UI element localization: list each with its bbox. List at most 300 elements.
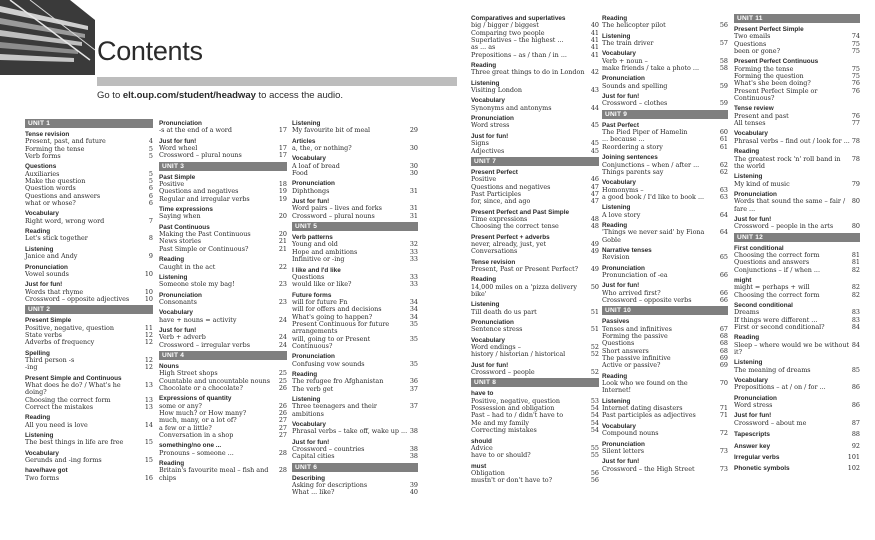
contents-entry[interactable] xyxy=(159,213,287,220)
contents-entry[interactable] xyxy=(602,100,728,107)
entry-title: Forming the question xyxy=(734,72,804,81)
section-heading: Just for fun! xyxy=(734,412,772,420)
contents-entry[interactable] xyxy=(471,198,599,205)
contents-column-3 xyxy=(292,117,418,497)
unit-header: UNIT 3 xyxy=(159,162,287,171)
contents-entry[interactable] xyxy=(292,281,418,288)
contents-entry[interactable] xyxy=(734,267,860,274)
entry-title: make friends / take a photo ... xyxy=(602,64,700,73)
contents-entry[interactable] xyxy=(602,466,728,473)
contents-entry[interactable] xyxy=(159,432,287,439)
contents-entry[interactable] xyxy=(734,324,860,331)
entry-title: Present, past, and future xyxy=(25,137,106,146)
contents-entry[interactable] xyxy=(734,342,860,357)
entry-title: Word stress xyxy=(734,401,773,410)
entry-title: much, many, or a lot of? xyxy=(159,416,237,425)
contents-entry[interactable] xyxy=(471,122,599,129)
contents-entry[interactable] xyxy=(292,127,418,134)
page-number: 65 xyxy=(719,253,728,262)
entry-title: Auxiliaries xyxy=(25,169,60,178)
entry-title: News stories xyxy=(159,237,202,246)
page-number: 75 xyxy=(851,72,860,81)
page-number: 13 xyxy=(144,403,153,411)
contents-entry[interactable] xyxy=(471,452,599,459)
contents-entry[interactable] xyxy=(159,385,287,392)
entry-title: Homonyms – xyxy=(602,185,644,194)
contents-entry[interactable] xyxy=(734,138,860,145)
contents-entry[interactable] xyxy=(25,382,153,397)
contents-entry[interactable] xyxy=(25,364,153,371)
section-heading: Tense revision xyxy=(25,131,70,138)
page-number: 92 xyxy=(851,441,860,450)
page-number: 42 xyxy=(590,68,599,77)
entry-title: What ... like? xyxy=(292,488,335,497)
contents-entry[interactable] xyxy=(25,218,153,225)
page-number: 66 xyxy=(719,270,728,279)
page-number: 4 xyxy=(148,137,153,146)
entry-title: Sentence stress xyxy=(471,325,523,334)
entry-title: Advice xyxy=(471,443,493,452)
section-heading: Present Simple and Continuous xyxy=(25,374,122,382)
contents-entry[interactable] xyxy=(292,361,418,368)
entry-title: The Pied Piper of Hamelin xyxy=(602,128,688,137)
entry-title: Crossword – plural nouns xyxy=(292,211,375,220)
contents-entry[interactable] xyxy=(602,412,728,419)
entry-title: Forming the tense xyxy=(25,144,85,153)
contents-entry[interactable] xyxy=(159,264,287,271)
page-number: 26 xyxy=(278,409,287,417)
entry-title: Revision xyxy=(602,253,630,262)
contents-entry[interactable] xyxy=(602,40,728,47)
section-heading: Pronunciation xyxy=(292,180,335,188)
entry-title: Countable and uncountable nouns xyxy=(159,376,271,385)
section-heading: Nouns xyxy=(159,362,179,370)
page-number: 83 xyxy=(851,308,860,317)
contents-entry[interactable] xyxy=(159,299,287,306)
section-heading: Vocabulary xyxy=(602,422,636,430)
contents-entry[interactable] xyxy=(292,428,418,435)
page-number: 19 xyxy=(278,194,287,203)
unit-header: UNIT 11 xyxy=(734,14,860,23)
page-number: 73 xyxy=(719,464,728,473)
contents-entry[interactable] xyxy=(734,402,860,409)
section-heading: Listening xyxy=(292,120,321,127)
section-heading: Pronunciation xyxy=(602,440,645,448)
entry-title: A love story xyxy=(602,210,641,219)
page-number: 69 xyxy=(719,354,728,363)
section-heading: Listening xyxy=(292,396,321,403)
contents-column-1 xyxy=(25,117,153,482)
page-number: 56 xyxy=(590,476,599,485)
page-number: 26 xyxy=(278,383,287,392)
entry-title: Two forms xyxy=(25,473,59,482)
contents-entry[interactable] xyxy=(159,152,287,159)
contents-entry[interactable] xyxy=(471,266,599,273)
entry-title: The verb get xyxy=(292,384,334,393)
contents-entry[interactable] xyxy=(292,163,418,170)
staircase-photo xyxy=(0,0,95,75)
page-number: 76 xyxy=(851,79,860,88)
page-number: 52 xyxy=(590,343,599,352)
contents-column-6 xyxy=(734,12,860,473)
contents-entry[interactable] xyxy=(292,453,418,460)
contents-entry[interactable] xyxy=(25,422,153,429)
page-number: 17 xyxy=(278,144,287,153)
page-number: 28 xyxy=(278,466,287,475)
section-heading: Listening xyxy=(602,204,631,212)
page-number: 5 xyxy=(148,169,153,178)
entry-title: Choosing the correct form xyxy=(25,395,111,404)
page-number: 68 xyxy=(719,332,728,341)
page-number: 32 xyxy=(409,240,418,249)
contents-column-2 xyxy=(159,117,287,482)
page-number: 56 xyxy=(590,468,599,477)
section-heading: Pronunciation xyxy=(292,353,335,361)
contents-entry[interactable] xyxy=(602,448,728,455)
contents-entry[interactable] xyxy=(602,65,728,72)
page-number: 60 xyxy=(719,128,728,137)
entry-title: Phrasal verbs – find out / look for ... xyxy=(734,136,850,145)
contents-entry[interactable] xyxy=(602,144,728,151)
page-number: 27 xyxy=(278,423,287,432)
page-number: 23 xyxy=(278,280,287,289)
page-number: 59 xyxy=(719,81,728,90)
page-number: 12 xyxy=(144,363,153,372)
section-heading: Present Simple xyxy=(25,317,72,325)
contents-entry[interactable] xyxy=(602,272,728,279)
entry-title: Crossword – plural nouns xyxy=(159,151,242,160)
entry-title: Correct the mistakes xyxy=(25,403,94,411)
contents-entry[interactable] xyxy=(734,223,860,230)
entry-title: Caught in the act xyxy=(159,262,216,271)
appendix-title: Phonetic symbols xyxy=(734,465,790,473)
entry-title: Verb forms xyxy=(25,152,61,161)
page-number: 45 xyxy=(590,146,599,155)
contents-entry[interactable] xyxy=(292,321,418,336)
contents-entry[interactable] xyxy=(292,213,418,220)
page-number: 61 xyxy=(719,142,728,151)
contents-entry[interactable] xyxy=(734,367,860,374)
page-number: 82 xyxy=(851,283,860,292)
contents-entry[interactable] xyxy=(602,212,728,219)
entry-title: Forming the tense xyxy=(734,64,794,73)
page-number: 31 xyxy=(409,186,418,195)
appendix-entry xyxy=(734,443,860,450)
page-number: 64 xyxy=(719,228,728,237)
entry-title: Sleep – where would we be without it? xyxy=(734,340,850,357)
contents-entry[interactable] xyxy=(734,198,860,213)
page-number: 82 xyxy=(851,265,860,274)
contents-entry[interactable] xyxy=(292,145,418,152)
page-number: 74 xyxy=(851,32,860,41)
entry-title: State verbs xyxy=(25,330,62,339)
entry-title: Tenses and infinitives xyxy=(602,324,672,333)
page-number: 76 xyxy=(851,111,860,120)
page-number: 5 xyxy=(148,152,153,161)
page-title: Contents xyxy=(97,36,203,66)
contents-entry[interactable] xyxy=(602,229,728,244)
contents-entry[interactable] xyxy=(471,248,599,255)
entry-title: Positive xyxy=(471,175,497,184)
contents-entry[interactable] xyxy=(292,336,418,351)
page-number: 54 xyxy=(590,404,599,413)
contents-entry[interactable] xyxy=(734,384,860,391)
section-heading: Just for fun! xyxy=(602,458,640,466)
contents-entry[interactable] xyxy=(602,194,728,201)
section-heading: Reading xyxy=(159,256,185,264)
page-number: 20 xyxy=(278,230,287,239)
contents-entry[interactable] xyxy=(25,457,153,464)
section-heading: Spelling xyxy=(25,349,50,357)
contents-entry[interactable] xyxy=(471,369,599,376)
contents-entry[interactable] xyxy=(25,357,153,364)
entry-title: Questions xyxy=(734,39,767,48)
contents-entry[interactable] xyxy=(25,439,153,446)
page-number: 71 xyxy=(719,404,728,413)
entry-title: a good book / I'd like to book ... xyxy=(602,192,705,201)
page-number: 79 xyxy=(851,179,860,188)
page-number: 34 xyxy=(409,297,418,306)
contents-entry[interactable] xyxy=(471,477,599,484)
contents-entry[interactable] xyxy=(602,83,728,90)
entry-title: a, the, or nothing? xyxy=(292,144,352,153)
page-number: 21 xyxy=(278,237,287,246)
contents-entry[interactable] xyxy=(471,69,599,76)
entry-title: Choosing the correct form xyxy=(734,250,820,259)
entry-title: Internet dating disasters xyxy=(602,404,683,413)
contents-entry[interactable] xyxy=(159,467,287,482)
entry-title: What does he do? / What's he doing? xyxy=(25,380,121,397)
contents-entry[interactable] xyxy=(292,403,418,418)
entry-title: -ing xyxy=(25,363,38,372)
page-number: 36 xyxy=(409,377,418,386)
page-number: 7 xyxy=(148,216,153,225)
contents-entry[interactable] xyxy=(159,450,287,457)
entry-title: Till death do us part xyxy=(471,307,537,316)
contents-entry[interactable] xyxy=(471,427,599,434)
contents-entry[interactable] xyxy=(471,326,599,333)
entry-title: What's going to happen? xyxy=(292,312,373,321)
entry-title: Present Perfect Simple or Continuous? xyxy=(734,86,818,103)
page-number: 38 xyxy=(409,445,418,454)
section-heading: Just for fun! xyxy=(25,281,63,289)
contents-entry[interactable] xyxy=(292,256,418,263)
page-number: 83 xyxy=(851,315,860,324)
contents-entry[interactable] xyxy=(602,169,728,176)
page-number: 47 xyxy=(590,182,599,191)
page-number: 71 xyxy=(719,411,728,420)
page-number: 54 xyxy=(590,411,599,420)
entry-title: Regular and irregular verbs xyxy=(159,194,250,203)
contents-entry[interactable] xyxy=(159,196,287,203)
page-number: 58 xyxy=(719,56,728,65)
audio-link[interactable]: elt.oup.com/student/headway xyxy=(122,90,256,101)
page-number: 80 xyxy=(851,222,860,231)
section-heading: Time expressions xyxy=(159,206,213,214)
entry-title: have to or should? xyxy=(471,451,531,460)
contents-entry[interactable] xyxy=(734,292,860,299)
contents-entry[interactable] xyxy=(25,296,153,303)
contents-entry[interactable] xyxy=(471,223,599,230)
section-heading: Reading xyxy=(602,221,628,229)
page-number: 10 xyxy=(144,287,153,296)
contents-entry[interactable] xyxy=(471,52,599,59)
contents-entry[interactable] xyxy=(602,362,728,369)
contents-entry[interactable] xyxy=(25,200,153,207)
entry-title: Crossword – opposite verbs xyxy=(602,296,692,304)
page-number: 45 xyxy=(590,139,599,148)
entry-title: Prepositions – as / than / in ... xyxy=(471,50,567,59)
audio-note-prefix: Go to xyxy=(97,90,123,101)
contents-entry[interactable] xyxy=(25,253,153,260)
entry-title: 'Things we never said' by Fiona Goble xyxy=(602,228,705,244)
contents-entry[interactable] xyxy=(292,489,418,496)
contents-entry[interactable] xyxy=(159,246,287,253)
contents-entry[interactable] xyxy=(159,342,287,349)
page-number: 34 xyxy=(409,312,418,321)
entry-title: Pronunciation of -ea xyxy=(602,270,668,279)
contents-entry[interactable] xyxy=(471,148,599,155)
entry-title: mustn't or don't have to? xyxy=(471,476,553,485)
contents-entry[interactable] xyxy=(602,254,728,261)
entry-title: Crossword – countries xyxy=(292,445,365,454)
section-heading: Present Perfect and Past Simple xyxy=(471,208,570,216)
page-number: 86 xyxy=(851,383,860,392)
section-heading: Expressions of quantity xyxy=(159,395,232,403)
section-heading: must xyxy=(471,462,487,470)
contents-entry[interactable] xyxy=(471,284,599,299)
page-number: 6 xyxy=(148,184,153,193)
contents-entry[interactable] xyxy=(471,309,599,316)
entry-title: Superlatives – the highest ... xyxy=(471,36,564,45)
entry-title: history / historian / historical xyxy=(471,350,566,359)
contents-entry[interactable] xyxy=(471,87,599,94)
contents-entry[interactable] xyxy=(602,22,728,29)
entry-title: a few or a little? xyxy=(159,423,212,432)
entry-title: Reordering a story xyxy=(602,142,663,151)
entry-title: Questions and answers xyxy=(25,191,101,200)
contents-entry[interactable] xyxy=(734,156,860,171)
contents-entry[interactable] xyxy=(25,271,153,278)
entry-title: Make the question xyxy=(25,177,86,186)
page-number: 73 xyxy=(719,446,728,455)
page-number: 47 xyxy=(590,189,599,198)
entry-title: Conjunctions – if / when ... xyxy=(734,265,820,274)
contents-entry[interactable] xyxy=(292,170,418,177)
entry-title: Britain's favourite meal – fish and chips xyxy=(159,466,269,482)
section-heading: Pronunciation xyxy=(159,291,202,299)
contents-entry[interactable] xyxy=(292,188,418,195)
entry-title: Signs xyxy=(471,139,489,148)
page-number: 52 xyxy=(590,350,599,359)
page-number: 52 xyxy=(590,368,599,377)
contents-entry[interactable] xyxy=(734,48,860,55)
entry-title: Positive xyxy=(159,180,185,189)
page-number: 69 xyxy=(719,361,728,370)
page-number: 41 xyxy=(590,50,599,59)
section-heading: Listening xyxy=(159,273,188,281)
contents-entry[interactable] xyxy=(159,281,287,288)
page-number: 49 xyxy=(590,247,599,256)
section-heading: Just for fun! xyxy=(292,438,330,446)
entry-title: Present and past xyxy=(734,111,789,120)
contents-entry[interactable] xyxy=(602,430,728,437)
section-heading: First conditional xyxy=(734,244,784,252)
contents-entry[interactable] xyxy=(602,380,728,395)
contents-entry[interactable] xyxy=(734,120,860,127)
contents-entry[interactable] xyxy=(292,386,418,393)
contents-entry[interactable] xyxy=(602,297,728,304)
section-heading: Pronunciation xyxy=(734,190,777,198)
entry-title: Crossword – the High Street xyxy=(602,464,695,473)
entry-title: Crossword – opposite adjectives xyxy=(25,294,130,303)
page-number: 58 xyxy=(719,64,728,73)
page-number: 66 xyxy=(719,288,728,297)
entry-title: Words that rhyme xyxy=(25,287,84,296)
page-number: 70 xyxy=(719,379,728,388)
page-number: 81 xyxy=(851,250,860,259)
page-number: 84 xyxy=(851,340,860,349)
contents-entry[interactable] xyxy=(734,88,860,103)
section-heading: Reading xyxy=(471,276,497,284)
section-heading: Passives xyxy=(602,318,630,326)
entry-title: Questions and answers xyxy=(734,258,810,267)
contents-entry[interactable] xyxy=(25,339,153,346)
page-number: 33 xyxy=(409,255,418,264)
contents-entry[interactable] xyxy=(471,105,599,112)
contents-entry[interactable] xyxy=(25,235,153,242)
page-number: 84 xyxy=(851,323,860,332)
page-number: 55 xyxy=(590,443,599,452)
appendix-entry xyxy=(734,454,860,461)
entry-title: All tenses xyxy=(734,119,766,128)
contents-entry[interactable] xyxy=(159,317,287,324)
contents-entry[interactable] xyxy=(25,475,153,482)
contents-entry[interactable] xyxy=(25,404,153,411)
entry-title: First or second conditional? xyxy=(734,323,825,332)
page-number: 6 xyxy=(148,199,153,208)
section-heading: Just for fun! xyxy=(602,93,640,101)
contents-entry[interactable] xyxy=(471,351,599,358)
section-heading: I like and I'd like xyxy=(292,266,341,274)
contents-entry[interactable] xyxy=(734,181,860,188)
page-number: 35 xyxy=(409,359,418,368)
entry-title: Question words xyxy=(25,184,76,193)
unit-header: UNIT 2 xyxy=(25,305,153,314)
page-number: 82 xyxy=(851,290,860,299)
page-number: 30 xyxy=(409,161,418,170)
section-heading: Pronunciation xyxy=(602,75,645,83)
page-number: 39 xyxy=(409,481,418,490)
page-number: 12 xyxy=(144,355,153,364)
entry-title: Let's stick together xyxy=(25,234,88,243)
entry-title: might = perhaps + will xyxy=(734,283,810,292)
page-number: 40 xyxy=(409,488,418,497)
entry-title: Conjunctions – when / after ... xyxy=(602,160,700,169)
entry-title: Right word, wrong word xyxy=(25,216,105,225)
contents-entry[interactable] xyxy=(25,153,153,160)
section-heading: Listening xyxy=(734,359,763,367)
page-number: 38 xyxy=(409,427,418,436)
entry-title: Confusing vow sounds xyxy=(292,359,365,368)
page-number: 41 xyxy=(590,28,599,37)
entry-title: Questions xyxy=(292,272,325,281)
contents-entry[interactable] xyxy=(159,127,287,134)
page-number: 19 xyxy=(278,187,287,196)
page-number: 75 xyxy=(851,39,860,48)
contents-entry[interactable] xyxy=(734,420,860,427)
appendix-entry xyxy=(734,465,860,472)
